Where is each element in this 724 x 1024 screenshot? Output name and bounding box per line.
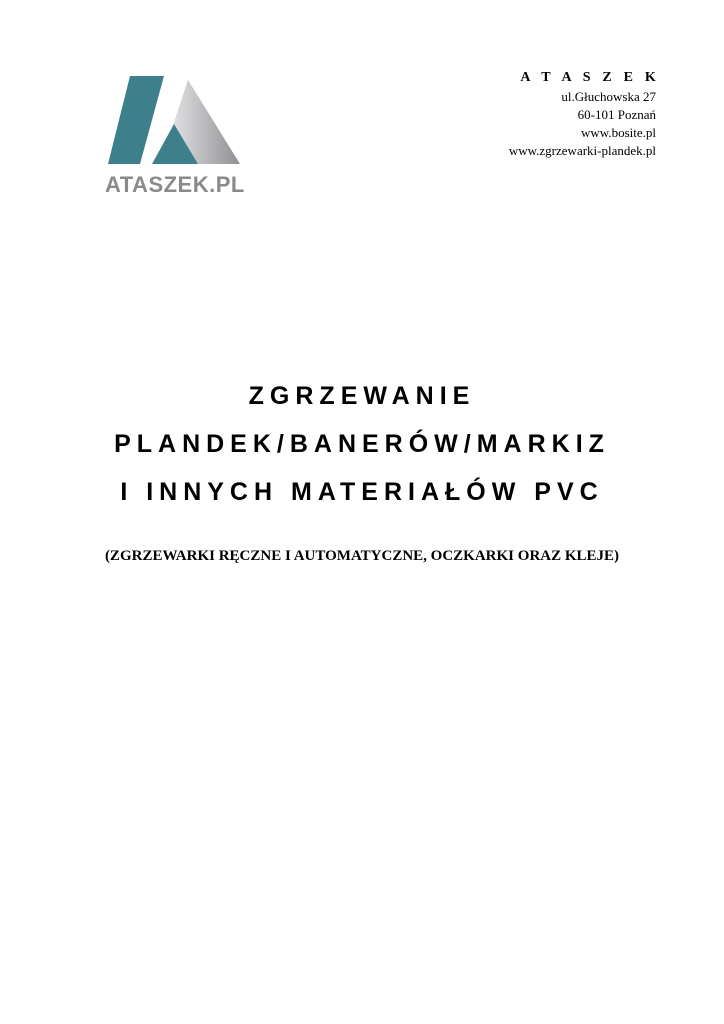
ataszek-logo-mark [80, 66, 270, 200]
logo-teal-band [108, 76, 164, 164]
document-title [0, 372, 724, 516]
company-street: ul.Głuchowska 27 [561, 89, 656, 104]
company-name: A T A S Z E K [520, 70, 660, 85]
company-address-block [508, 68, 660, 160]
title-line-3: I INNYCH MATERIAŁÓW PVC [120, 478, 604, 506]
company-logo [80, 66, 270, 200]
company-website-1[interactable]: www.bosite.pl [581, 125, 656, 140]
title-line-1: ZGRZEWANIE [248, 382, 476, 410]
document-subtitle: (ZGRZEWARKI RĘCZNE I AUTOMATYCZNE, OCZKARKI ORAZ KLEJE) [104, 548, 620, 564]
logo-text: ATASZEK.PL [105, 172, 245, 197]
title-line-2: PLANDEK/BANERÓW/MARKIZ [114, 430, 610, 458]
company-city: 60-101 Poznań [577, 107, 656, 122]
company-website-2[interactable]: www.zgrzewarki-plandek.pl [508, 143, 656, 158]
